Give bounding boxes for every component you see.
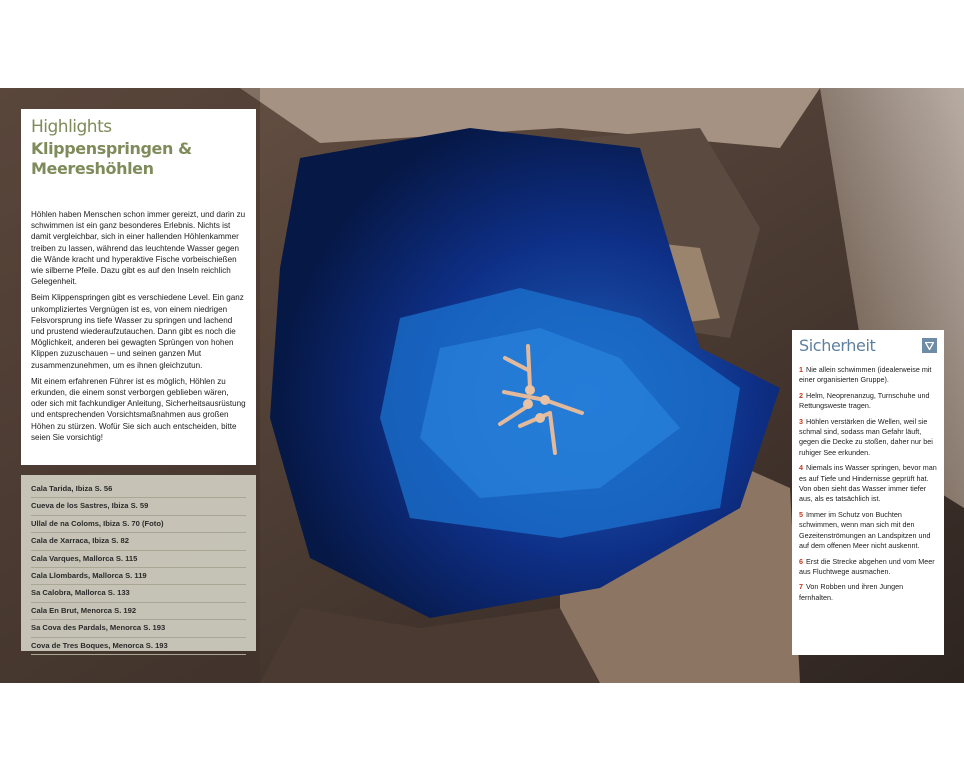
list-item: Cala Tarida, Ibiza S. 56 [31, 481, 246, 498]
rule-number: 3 [799, 416, 803, 426]
rule-text: Höhlen verstärken die Wellen, weil sie schmal sind, sodass man Gefahr läuft, gegen die Decke zu stoßen, daher nur bei ruhiger See erkunden. [799, 416, 933, 457]
rule-text: Helm, Neoprenanzug, Turnschuhe und Rettungsweste tragen. [799, 390, 930, 411]
safety-rule [799, 557, 937, 578]
highlights-body [31, 209, 246, 443]
rule-number: 7 [799, 582, 803, 592]
list-item: Cueva de los Sastres, Ibiza S. 59 [31, 498, 246, 515]
rule-text: Von Robben und ihren Jungen fernhalten. [799, 582, 904, 602]
triangle-down-icon [922, 338, 937, 353]
body-paragraph: Mit einem erfahrenen Führer ist es möglich, Höhlen zu erkunden, die einem sonst verborgen geblieben wären, oder sich mit fachkundiger Anleitung, Sicherheitsausrüstung und entsprechenden Vorsichtsmaßnahmen aus großen Höhen zu stürzen. Wofür Sie sich auch entscheiden, bitte seien Sie vorsichtig! [31, 376, 246, 442]
places-list [21, 475, 256, 651]
safety-rule [799, 582, 937, 603]
list-item: Cova de Tres Boques, Menorca S. 193 [31, 638, 246, 655]
safety-rule [799, 463, 937, 505]
rule-text: Nie allein schwimmen (idealerweise mit einer organisierten Gruppe). [799, 365, 932, 385]
safety-rule [799, 510, 937, 552]
rule-text: Erst die Strecke abgehen und vom Meer aus Fluchtwege ausmachen. [799, 556, 935, 576]
list-item: Cala de Xarraca, Ibiza S. 82 [31, 533, 246, 550]
safety-box [792, 330, 944, 655]
list-item: Cala Varques, Mallorca S. 115 [31, 551, 246, 568]
list-item: Sa Calobra, Mallorca S. 133 [31, 585, 246, 602]
body-paragraph: Höhlen haben Menschen schon immer gereizt, und darin zu schwimmen ist ein ganz besonderes Erlebnis. Nichts ist damit vergleichbar, sich in einer hallenden Höhlenkammer treiben zu lassen, während das leuchtende Wasser gegen die Wände kracht und hyperaktive Fische vorbeischießen wie silberne Pfeile. Dazu gibt es auf den Inseln reichlich Gelegenheit. [31, 210, 246, 287]
highlights-box [21, 109, 256, 465]
rule-number: 4 [799, 463, 803, 473]
rule-text: Niemals ins Wasser springen, bevor man es auf Tiefe und Hindernisse geprüft hat. Von oben sieht das Wasser immer tiefer aus, als es tatsächlich ist. [799, 463, 937, 504]
safety-rule [799, 391, 937, 412]
highlights-kicker: Highlights [31, 117, 112, 137]
safety-rule [799, 365, 937, 386]
safety-rules [799, 365, 937, 603]
list-item: Cala En Brut, Menorca S. 192 [31, 603, 246, 620]
list-item: Cala Llombards, Mallorca S. 119 [31, 568, 246, 585]
highlights-title-line: Klippenspringen & [31, 139, 192, 158]
rule-text: Immer im Schutz von Buchten schwimmen, wenn man sich mit den Gezeitenströmungen an Landspitzen und auf dem offenen Meer nicht auskennt. [799, 509, 931, 551]
rule-number: 2 [799, 390, 803, 400]
highlights-title [31, 139, 246, 179]
highlights-title-line: Meereshöhlen [31, 159, 154, 178]
rule-number: 5 [799, 509, 803, 519]
safety-rule [799, 417, 937, 459]
body-paragraph: Beim Klippenspringen gibt es verschiedene Level. Ein ganz unkompliziertes Vergnügen ist es, von einem niedrigen Felsvorsprung ins tiefe Wasser zu springen und lachend und prustend wiederaufzutauchen. Dann gibt es noch die Möglichkeit, anderen bei gewagten Sprüngen von hohen Klippen zuzuschauen – und seinen ganzen Mut zusammenzunehmen, um es ihnen gleichzutun. [31, 293, 244, 370]
rule-number: 1 [799, 365, 803, 374]
safety-header [799, 336, 937, 355]
list-item: Sa Cova des Pardals, Menorca S. 193 [31, 620, 246, 637]
safety-title: Sicherheit [799, 336, 876, 355]
rule-number: 6 [799, 556, 803, 566]
list-item: Ullal de na Coloms, Ibiza S. 70 (Foto) [31, 516, 246, 533]
